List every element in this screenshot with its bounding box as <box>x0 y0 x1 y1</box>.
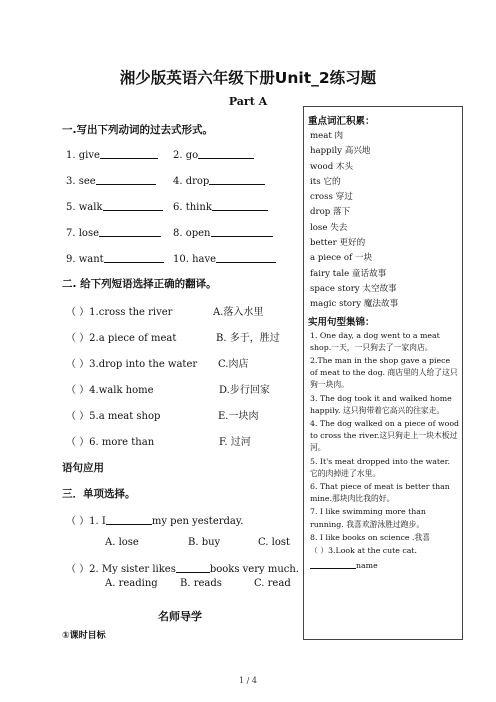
vocab-list <box>310 129 462 313</box>
match-translation: B. 多于，胜过 <box>216 333 280 344</box>
sentence-item: 1. One day, a dog went to a meat shop.一天，一只狗去了一家肉店。 <box>310 330 440 352</box>
match-phrase: （ ）1.cross the river <box>66 307 173 318</box>
verb-item: 10. have <box>173 252 276 265</box>
vocab-item: lose 失去 <box>310 222 348 233</box>
answer-blank[interactable] <box>212 200 268 211</box>
answer-blank[interactable] <box>103 200 163 211</box>
option: A. reading <box>105 578 158 589</box>
objective-heading: ①课时目标 <box>62 631 106 641</box>
option: B. buy <box>188 537 221 548</box>
sentence-item: 3. The dog took it and walked home happily. 这只狗带着它高兴的往家走。 <box>310 393 452 415</box>
match-phrase: （ ）6. more than <box>66 437 155 448</box>
document-title: 湘少版英语六年级下册Unit_2练习题 <box>119 69 377 87</box>
sentence-item: name <box>310 558 459 572</box>
verb-item: 2. go <box>173 148 254 161</box>
vocab-item: its 它的 <box>310 176 341 187</box>
vocab-item: happily 高兴地 <box>310 146 371 157</box>
option: C. lost <box>258 537 291 548</box>
answer-blank[interactable] <box>176 562 210 573</box>
sidebar-box <box>303 106 463 640</box>
section-3-heading: 三．单项选择。 <box>62 488 136 500</box>
answer-blank[interactable] <box>99 226 161 237</box>
vocab-item: better 更好的 <box>310 238 366 249</box>
vocab-item: wood 木头 <box>310 161 354 172</box>
section-1-heading: 一.写出下列动词的过去式形式。 <box>62 124 213 136</box>
option: A. lose <box>105 537 139 548</box>
match-translation: E.一块肉 <box>218 411 259 422</box>
vocab-item: fairy tale 童话故事 <box>310 268 387 279</box>
page-number: 1 / 4 <box>239 676 257 685</box>
match-phrase: （ ）3.drop into the water <box>66 359 198 370</box>
verb-item: 6. think <box>173 200 268 213</box>
vocab-item: a piece of 一块 <box>310 253 373 264</box>
verb-item: 5. walk <box>66 200 163 213</box>
vocab-item: cross 穿过 <box>310 192 353 203</box>
match-translation: F. 过河 <box>219 437 251 448</box>
sentence-item: 8. I like books on science .我喜 <box>310 532 431 542</box>
answer-blank[interactable] <box>100 148 158 159</box>
vocab-item: space story 太空故事 <box>310 283 397 294</box>
match-phrase: （ ）4.walk home <box>66 385 154 396</box>
verb-item: 4. drop <box>173 174 265 187</box>
answer-blank[interactable] <box>209 174 265 185</box>
sentence-item: 5. It's meat dropped into the water. 它的肉掉进了水里。 <box>310 456 450 478</box>
part-label: Part A <box>228 95 268 108</box>
match-translation: A.落入水里 <box>213 307 264 318</box>
answer-blank[interactable] <box>198 148 254 159</box>
sentence-item: 7. I like swimming more than running. 我喜欢游泳胜过跑步。 <box>310 507 426 529</box>
guide-heading: 名师导学 <box>158 610 202 623</box>
sentence-item: （ ）3.Look at the cute cat. <box>310 546 418 556</box>
sentence-item: 4. The dog walked on a piece of wood to cross the river.这只狗走上一块木板过河。 <box>310 418 460 453</box>
match-translation: D.步行回家 <box>219 385 270 396</box>
answer-blank[interactable] <box>106 514 152 525</box>
option: B. reads <box>180 578 222 589</box>
option: C. read <box>254 578 291 589</box>
sentence-item: 6. That piece of meat is better than mine.那块肉比我的好。 <box>310 482 450 504</box>
vocab-item: magic story 魔法故事 <box>310 299 399 310</box>
answer-blank[interactable] <box>104 252 164 263</box>
answer-blank[interactable] <box>310 558 356 569</box>
question-1: （ ）1. I my pen yesterday. <box>66 516 244 527</box>
verb-item: 7. lose <box>66 226 161 239</box>
question-2: （ ）2. My sister likes books very much. <box>66 564 299 575</box>
vocab-item: drop 落下 <box>310 207 351 218</box>
usage-heading: 语句应用 <box>62 462 104 474</box>
verb-item: 1. give <box>66 148 158 161</box>
match-phrase: （ ）2.a piece of meat <box>66 333 177 344</box>
answer-blank[interactable] <box>216 252 276 263</box>
answer-blank[interactable] <box>96 174 156 185</box>
answer-blank[interactable] <box>211 226 273 237</box>
vocab-item: meat 肉 <box>310 131 344 141</box>
verb-item: 8. open <box>173 226 273 239</box>
sentence-list <box>310 330 459 573</box>
section-2-heading: 二. 给下列短语选择正确的翻译。 <box>62 278 217 290</box>
match-phrase: （ ）5.a meat shop <box>66 411 161 422</box>
verb-item: 3. see <box>66 174 156 187</box>
sentence-heading: 实用句型集锦： <box>308 316 375 328</box>
vocab-heading: 重点词汇积累： <box>308 116 375 127</box>
sentence-item: 2.The man in the shop gave a piece of meat to the dog. 商店里的人给了这只狗一块肉。 <box>310 355 458 390</box>
verb-item: 9. want <box>66 252 164 265</box>
match-translation: C.肉店 <box>218 359 249 370</box>
